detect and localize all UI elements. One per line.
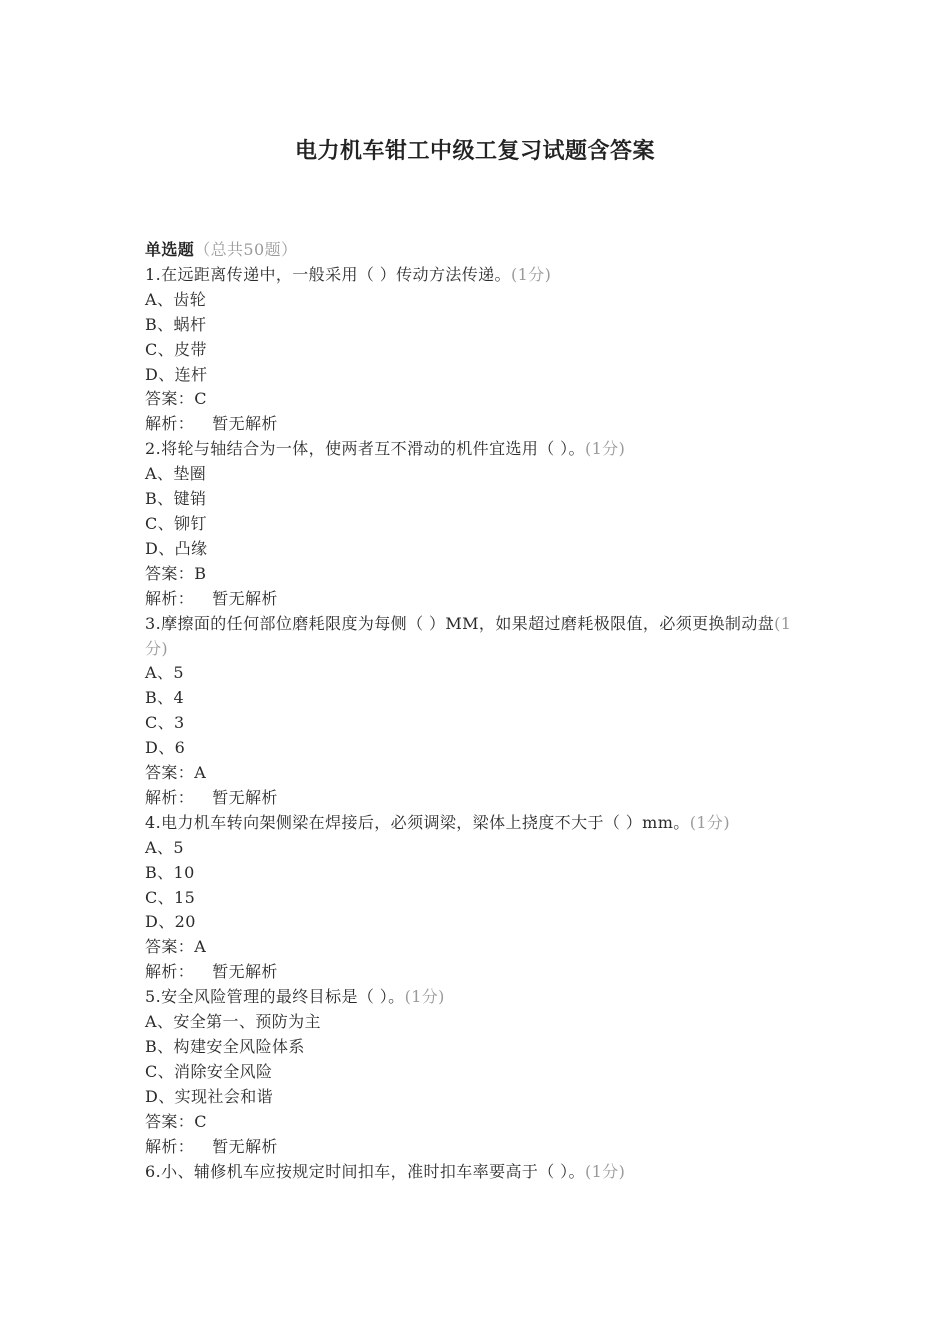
option-b: B、4 <box>145 688 185 708</box>
option-c: C、消除安全风险 <box>145 1061 273 1081</box>
question-score: (1分) <box>689 812 730 832</box>
option-d: D、凸缘 <box>145 538 208 558</box>
option-a: A、5 <box>145 663 184 683</box>
question-score: (1分) <box>510 264 552 284</box>
answer-line: 答案：A <box>145 763 207 783</box>
option-d: D、连杆 <box>145 364 208 384</box>
question-score: (1分) <box>584 439 626 459</box>
answer-value: A <box>194 937 207 957</box>
option-c: C、15 <box>145 887 196 907</box>
option-c: C、皮带 <box>145 339 207 359</box>
question-score: (1分) <box>404 987 445 1007</box>
option-d: D、实现社会和谐 <box>145 1086 274 1106</box>
answer-value: C <box>194 1111 207 1131</box>
option-b: B、蜗杆 <box>145 314 207 334</box>
option-b: B、10 <box>145 862 195 882</box>
option-a: A、垫圈 <box>145 464 207 484</box>
analysis-line: 解析： 暂无解析 <box>145 588 278 608</box>
question-list <box>145 238 805 1184</box>
question-5 <box>145 985 805 1159</box>
question-6 <box>145 1160 805 1185</box>
question-stem: 1.在远距离传递中，一般采用（ ）传动方法传递。(1分) <box>145 264 552 284</box>
analysis-line: 解析： 暂无解析 <box>145 962 278 982</box>
section-count: （总共50题） <box>194 240 298 259</box>
analysis-value: 暂无解析 <box>212 1136 278 1156</box>
analysis-line: 解析： 暂无解析 <box>145 787 278 807</box>
answer-value: B <box>194 563 207 583</box>
question-2 <box>145 437 805 611</box>
answer-value: A <box>194 763 207 783</box>
option-c: C、3 <box>145 713 185 733</box>
question-score: (1分) <box>584 1161 626 1181</box>
section-name: 单选题 <box>145 240 195 259</box>
answer-line: 答案：B <box>145 563 207 583</box>
option-d: D、20 <box>145 912 196 932</box>
question-3 <box>145 612 805 811</box>
question-1 <box>145 263 805 437</box>
answer-line: 答案：C <box>145 1111 207 1131</box>
section-header <box>145 238 805 263</box>
answer-line: 答案：A <box>145 937 207 957</box>
option-a: A、5 <box>145 837 184 857</box>
option-b: B、构建安全风险体系 <box>145 1037 305 1056</box>
page-title: 电力机车钳工中级工复习试题含答案 <box>294 139 655 164</box>
option-d: D、6 <box>145 738 186 758</box>
analysis-value: 暂无解析 <box>212 414 278 434</box>
answer-line: 答案：C <box>145 389 207 409</box>
analysis-line: 解析： 暂无解析 <box>145 414 278 434</box>
option-a: A、安全第一、预防为主 <box>145 1012 321 1032</box>
analysis-value: 暂无解析 <box>212 588 278 608</box>
question-score: (1分) <box>145 613 792 658</box>
analysis-line: 解析： 暂无解析 <box>145 1136 278 1156</box>
question-stem: 5.安全风险管理的最终目标是（ ）。(1分) <box>145 987 445 1007</box>
question-stem: 6.小、辅修机车应按规定时间扣车，准时扣车率要高于（ ）。(1分) <box>145 1161 626 1181</box>
option-c: C、铆钉 <box>145 513 207 533</box>
answer-value: C <box>194 389 207 409</box>
option-a: A、齿轮 <box>145 289 207 309</box>
question-stem: 3.摩擦面的任何部位磨耗限度为每侧（ ）MM，如果超过磨耗极限值，必须更换制动盘(1分) <box>145 613 792 658</box>
question-stem: 4.电力机车转向架侧梁在焊接后，必须调梁，梁体上挠度不大于（ ）mm。(1分) <box>145 812 730 832</box>
analysis-value: 暂无解析 <box>212 787 278 807</box>
option-b: B、键销 <box>145 489 207 509</box>
analysis-value: 暂无解析 <box>212 962 278 982</box>
question-stem: 2.将轮与轴结合为一体，使两者互不滑动的机件宜选用（ ）。(1分) <box>145 439 626 459</box>
question-4 <box>145 811 805 985</box>
